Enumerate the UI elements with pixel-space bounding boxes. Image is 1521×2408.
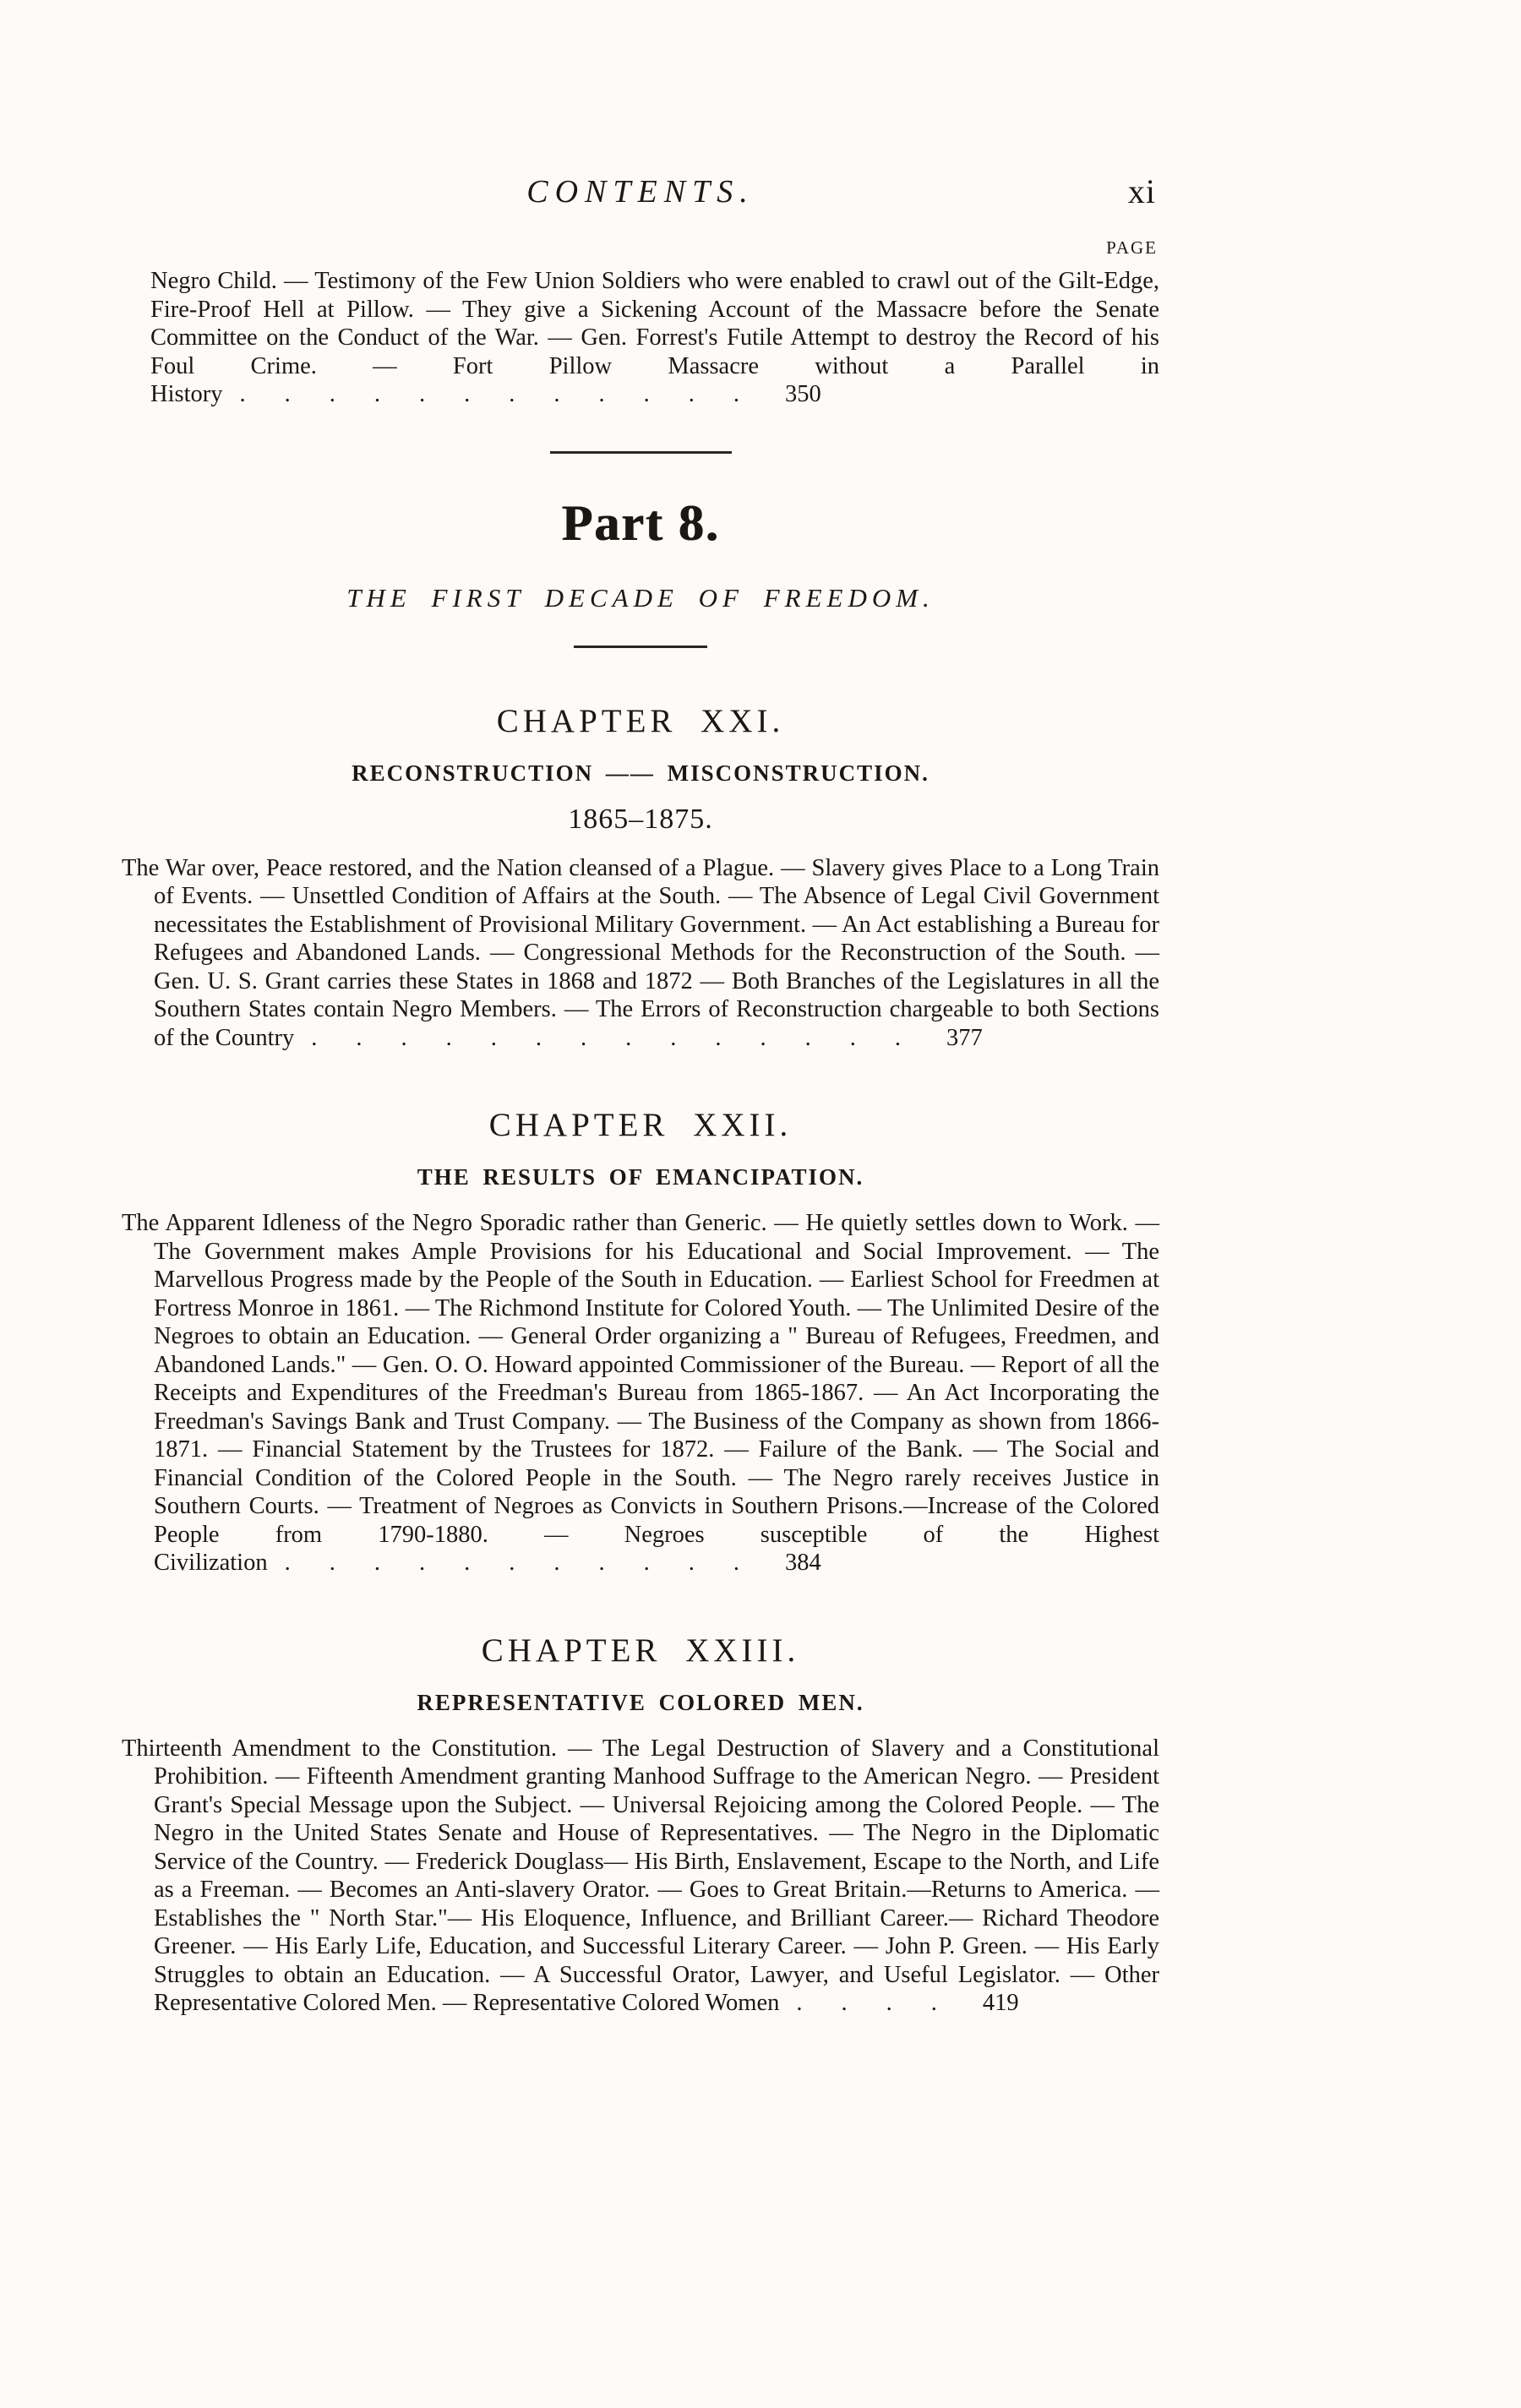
toc-page-number: 377 xyxy=(946,1024,983,1051)
part-heading: Part 8. xyxy=(561,494,720,551)
chapter-heading: CHAPTER XXI. xyxy=(496,702,785,739)
chapter-subtitle: RECONSTRUCTION —— MISCONSTRUCTION. xyxy=(352,760,930,786)
running-title: CONTENTS. xyxy=(526,174,755,210)
chapter-subtitle: REPRESENTATIVE COLORED MEN. xyxy=(417,1689,864,1715)
toc-entry xyxy=(122,854,1159,1053)
toc-entry-text: The War over, Peace restored, and the Nation cleansed of a Plague. — Slavery gives Place to a Long Train of Events. — Unsettled Condition of Affairs at the South. — The Absence of Legal Civil Government necessitates the Establishment of Provisional Military Government. — An Act establishing a Bureau for Refugees and Abandoned Lands. — Congressional Methods for the Reconstruction of the South. — Gen. U. S. Grant carries these States in 1868 and 1872 — Both Branches of the Legislatures in all the Southern States contain Negro Members. — The Errors of Reconstruction chargeable to both Sections of the Country xyxy=(122,854,1159,1051)
toc-page-number: 419 xyxy=(982,1990,1019,2016)
chapter-section-21 xyxy=(122,702,1159,1053)
toc-entry xyxy=(122,1209,1159,1577)
chapter-heading: CHAPTER XXIII. xyxy=(481,1632,800,1669)
divider xyxy=(574,646,707,648)
chapter-section-23 xyxy=(122,1632,1159,2018)
book-page xyxy=(122,173,1159,2018)
toc-entry-text: Thirteenth Amendment to the Constitution. — The Legal Destruction of Slavery and a Constitutional Prohibition. — Fifteenth Amendment granting Manhood Suffrage to the American Negro. — President Grant's Special Message upon the Subject. — Universal Rejoicing among the Colored People. — The Negro in the United States Senate and House of Representatives. — The Negro in the Diplomatic Service of the Country. — Frederick Douglass— His Birth, Enslavement, Escape to the North, and Life as a Freeman. — Becomes an Anti-slavery Orator. — Goes to Great Britain.—Returns to America. — Establishes the " North Star."— His Eloquence, Influence, and Brilliant Career.— Richard Theodore Greener. — His Early Life, Education, and Successful Literary Career. — John P. Green. — His Early Struggles to obtain an Education. — A Successful Orator, Lawyer, and Useful Legislator. — Other Representative Colored Men. — Representative Colored Women xyxy=(122,1735,1159,2016)
toc-entry-carryover xyxy=(122,267,1159,409)
part-subtitle: THE FIRST DECADE OF FREEDOM. xyxy=(346,582,935,613)
page-column-label: PAGE xyxy=(1106,237,1158,258)
toc-entry xyxy=(122,1735,1159,2018)
divider xyxy=(550,451,732,454)
folio-page-number: xi xyxy=(1127,172,1156,210)
chapter-subtitle: THE RESULTS OF EMANCIPATION. xyxy=(417,1164,864,1190)
dot-leaders: ............ xyxy=(239,381,778,407)
toc-page-number: 350 xyxy=(785,381,821,407)
chapter-heading: CHAPTER XXII. xyxy=(488,1107,793,1143)
dot-leaders: ........... xyxy=(284,1550,778,1576)
chapter-dates: 1865–1875. xyxy=(568,803,713,835)
toc-entry-text: Negro Child. — Testimony of the Few Union Soldiers who were enabled to crawl out of the Gilt-Edge, Fire-Proof Hell at Pillow. — They give a Sickening Account of the Massacre before the Senate Committee on the Conduct of the War. — Gen. Forrest's Futile Attempt to destroy the Record of his Foul Crime. — Fort Pillow Massacre without a Parallel in History xyxy=(150,268,1159,407)
page-header xyxy=(122,173,1159,219)
toc-entry-text: The Apparent Idleness of the Negro Sporadic rather than Generic. — He quietly settles down to Work. — The Government makes Ample Provisions for his Educational and Social Improvement. — The Marvellous Progress made by the People of the South in Education. — Earliest School for Freedmen at Fortress Monroe in 1861. — The Richmond Institute for Colored Youth. — The Unlimited Desire of the Negroes to obtain an Education. — General Order organizing a " Bureau of Refugees, Freedmen, and Abandoned Lands." — Gen. O. O. Howard appointed Commissioner of the Bureau. — Report of all the Receipts and Expenditures of the Freedman's Bureau from 1865-1867. — An Act Incorporating the Freedman's Savings Bank and Trust Company. — The Business of the Company as shown from 1866-1871. — Financial Statement by the Trustees for 1872. — Failure of the Bank. — The Social and Financial Condition of the Colored People in the South. — The Negro rarely receives Justice in Southern Courts. — Treatment of Negroes as Convicts in Southern Prisons.—Increase of the Colored People from 1790-1880. — Negroes susceptible of the Highest Civilization xyxy=(122,1210,1159,1576)
dot-leaders: .... xyxy=(796,1990,976,2016)
chapter-section-22 xyxy=(122,1106,1159,1577)
dot-leaders: .............. xyxy=(311,1024,940,1051)
toc-page-number: 384 xyxy=(784,1550,821,1576)
